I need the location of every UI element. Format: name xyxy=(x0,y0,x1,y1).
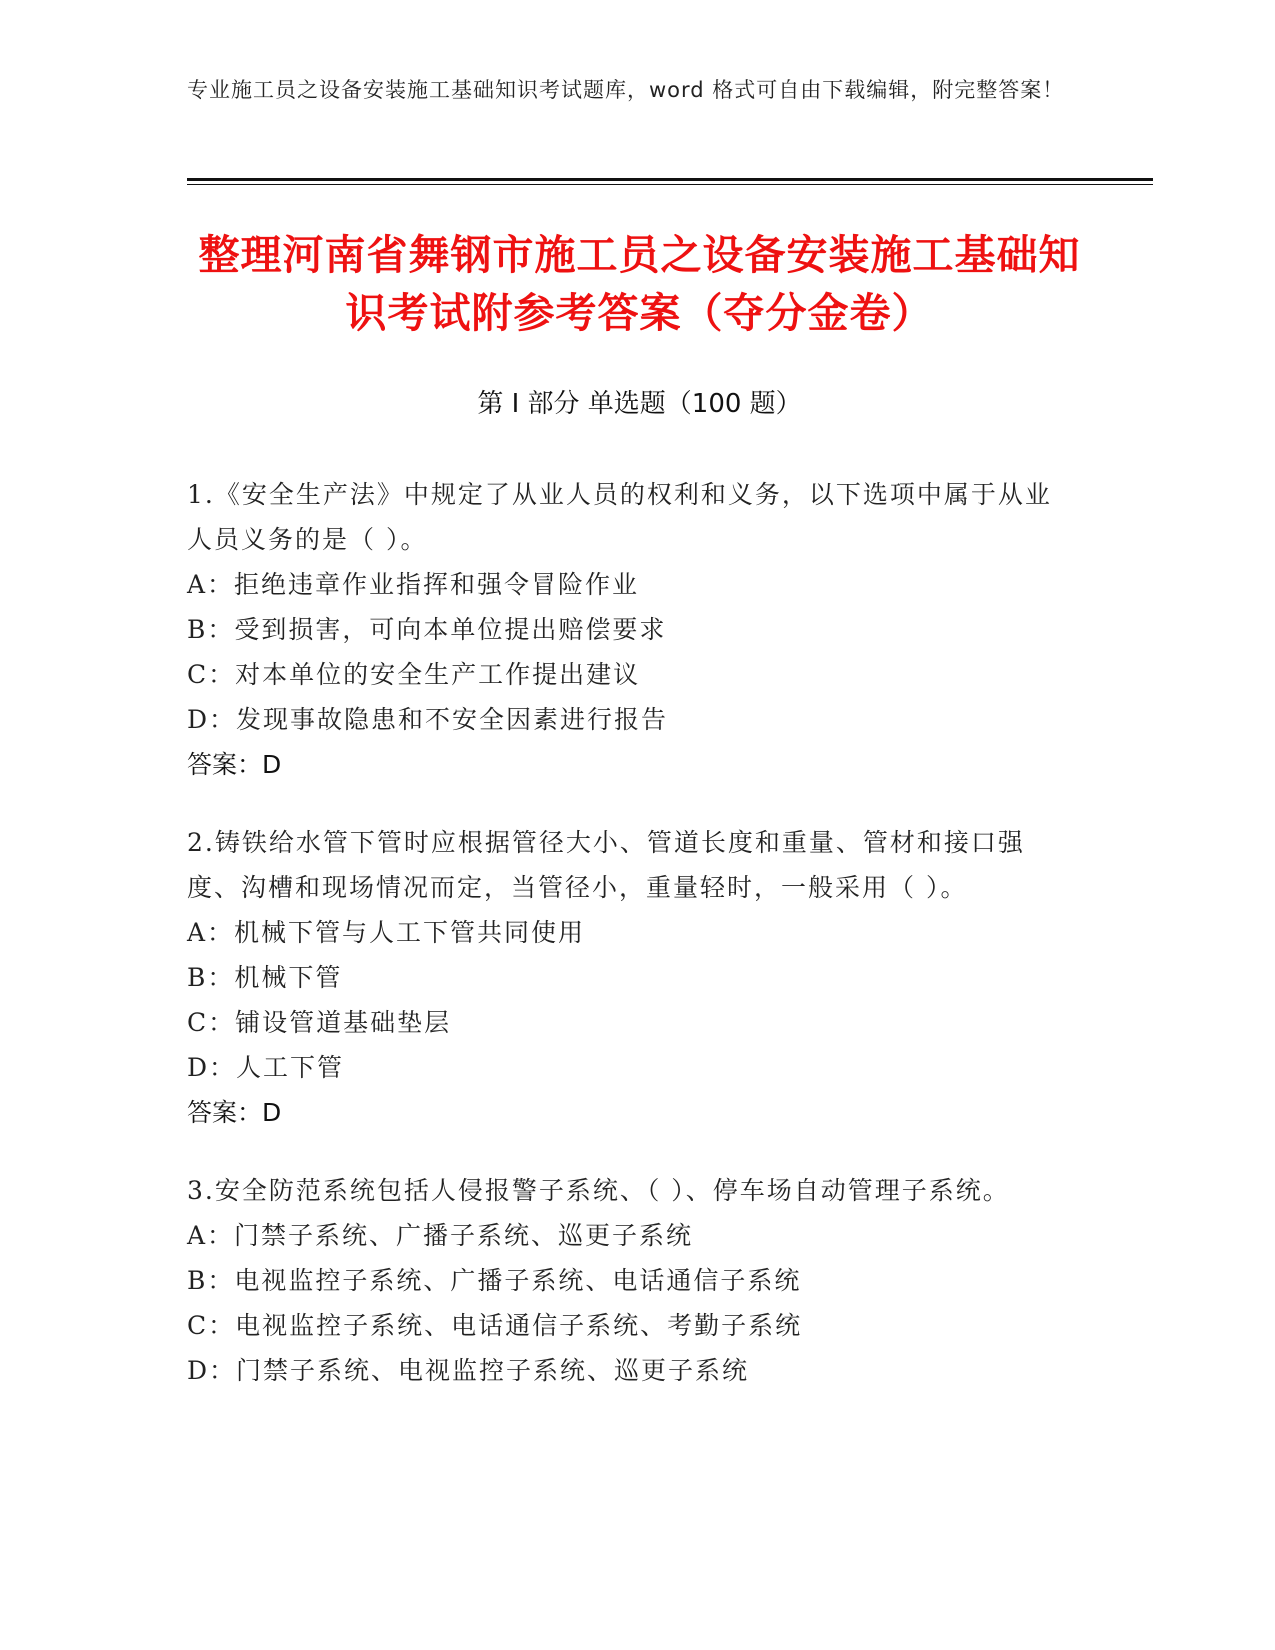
option-c: C：对本单位的安全生产工作提出建议 xyxy=(187,660,641,689)
question-stem: 3.安全防范系统包括人侵报警子系统、（ ）、停车场自动管理子系统。 xyxy=(187,1176,1010,1205)
header-divider-thick xyxy=(187,178,1153,181)
option-b: B：电视监控子系统、广播子系统、电话通信子系统 xyxy=(187,1266,802,1295)
header-note: 专业施工员之设备安装施工基础知识考试题库，word 格式可自由下载编辑，附完整答案！ xyxy=(187,78,1065,102)
question-stem: 2.铸铁给水管下管时应根据管径大小、管道长度和重量、管材和接口强度、沟槽和现场情况而定，当管径小，重量轻时，一般采用（ ）。 xyxy=(187,828,1025,902)
option-a: A：机械下管与人工下管共同使用 xyxy=(187,918,586,947)
question-list xyxy=(187,472,1077,1426)
option-d: D：门禁子系统、电视监控子系统、巡更子系统 xyxy=(187,1356,750,1385)
option-c: C：电视监控子系统、电话通信子系统、考勤子系统 xyxy=(187,1311,803,1340)
option-d: D：人工下管 xyxy=(187,1053,345,1082)
option-b: B：机械下管 xyxy=(187,963,343,992)
header-divider-thin xyxy=(187,184,1153,185)
section-heading: 第 I 部分 单选题（100 题） xyxy=(477,389,802,419)
document-title: 整理河南省舞钢市施工员之设备安装施工基础知识考试附参考答案（夺分金卷） xyxy=(198,231,1081,337)
option-d: D：发现事故隐患和不安全因素进行报告 xyxy=(187,705,669,734)
question-stem: 1.《安全生产法》中规定了从业人员的权利和义务，以下选项中属于从业人员义务的是（ ）。 xyxy=(187,480,1052,554)
question-3 xyxy=(187,1168,1077,1393)
option-b: B：受到损害，可向本单位提出赔偿要求 xyxy=(187,615,667,644)
question-1 xyxy=(187,472,1077,787)
answer: 答案：D xyxy=(187,750,282,779)
answer: 答案：D xyxy=(187,1098,282,1127)
question-2 xyxy=(187,820,1077,1135)
option-c: C：铺设管道基础垫层 xyxy=(187,1008,452,1037)
option-a: A：门禁子系统、广播子系统、巡更子系统 xyxy=(187,1221,694,1250)
option-a: A：拒绝违章作业指挥和强令冒险作业 xyxy=(187,570,640,599)
